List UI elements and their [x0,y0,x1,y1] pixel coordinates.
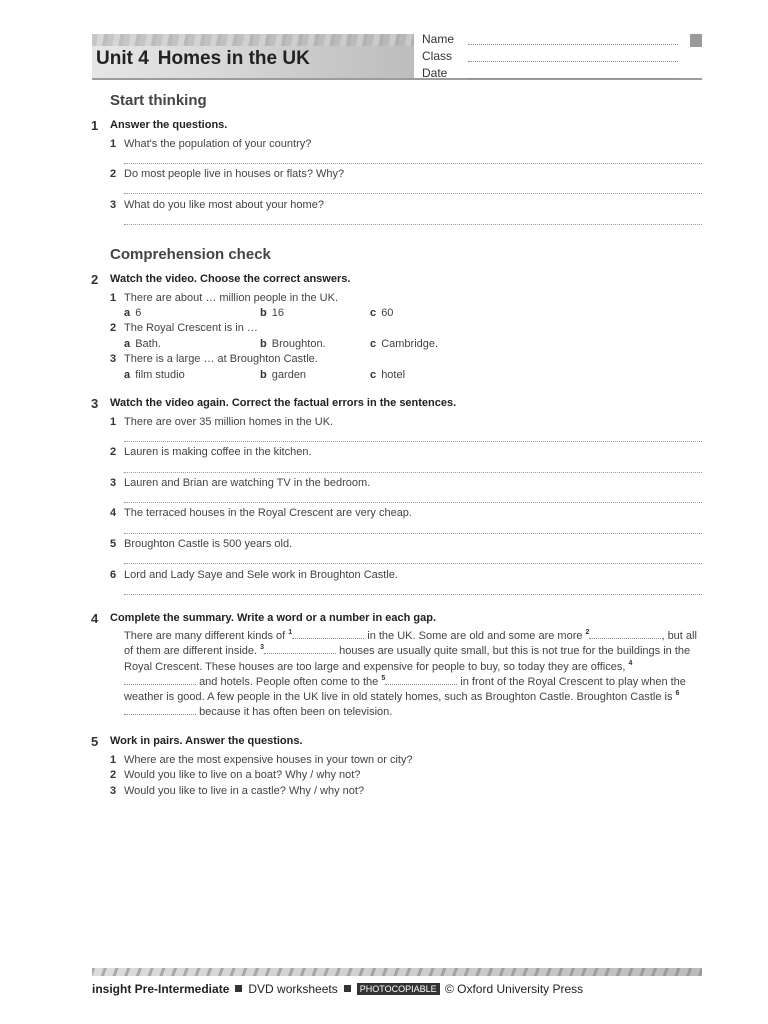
name-line[interactable] [468,44,678,45]
page-title [96,48,310,70]
answer-line[interactable] [124,563,702,564]
question-item: 3 Would you like to live in a castle? Why / why not? [110,785,365,797]
question-item: 3 Lauren and Brian are watching TV in the bedroom. [110,477,371,489]
footer-copyright: © Oxford University Press [444,982,584,996]
footer-series: DVD worksheets [248,982,338,996]
gap-number: 6 [675,690,680,698]
option-a[interactable]: a film studio [124,369,185,381]
question-item: 2 The Royal Crescent is in … [110,322,258,334]
question-item: 1 Where are the most expensive houses in your town or city? [110,754,413,766]
answer-line[interactable] [124,193,702,194]
photocopiable-badge: PHOTOCOPIABLE [357,983,440,995]
option-c[interactable]: c hotel [370,369,406,381]
question-item: 3 What do you like most about your home? [110,199,324,211]
option-c[interactable]: c Cambridge. [370,338,439,350]
gap-blank[interactable] [385,675,457,685]
question-item: 1 There are over 35 million homes in the UK. [110,416,334,428]
option-b[interactable]: b 16 [260,307,285,319]
question-item: 5 Broughton Castle is 500 years old. [110,538,293,550]
section-title-comprehension-check: Comprehension check [110,246,271,263]
answer-line[interactable] [124,441,702,442]
exercise-instruction: Complete the summary. Write a word or a number in each gap. [110,612,436,624]
question-item: 2 Would you like to live on a boat? Why / why not? [110,769,361,781]
square-bullet-icon [344,985,351,992]
date-line[interactable] [468,78,678,79]
gap-number: 1 [288,629,293,636]
exercise-instruction: Answer the questions. [110,119,228,131]
gap-blank[interactable] [124,705,196,715]
gap-blank[interactable] [292,629,364,639]
class-line[interactable] [468,61,678,62]
exercise-instruction: Watch the video. Choose the correct answers. [110,273,351,285]
footer [92,982,583,996]
question-item: 2 Do most people live in houses or flats? Why? [110,168,345,180]
answer-line[interactable] [124,533,702,534]
square-bullet-icon [235,985,242,992]
answer-line[interactable] [124,163,702,164]
exercise-instruction: Work in pairs. Answer the questions. [110,735,303,747]
gap-number: 5 [381,674,386,682]
class-field[interactable] [422,49,702,66]
answer-line[interactable] [124,224,702,225]
section-title-start-thinking: Start thinking [110,92,207,109]
gap-blank[interactable] [264,644,336,654]
question-item: 4 The terraced houses in the Royal Crescent are very cheap. [110,507,412,519]
footer-brand: insight Pre-Intermediate [92,982,230,996]
name-label: Name [422,32,455,46]
answer-line[interactable] [124,502,702,503]
exercise-instruction: Watch the video again. Correct the factual errors in the sentences. [110,397,457,409]
exercise-number: 5 [91,734,99,749]
unit-label: Unit 4 [96,48,149,69]
exercise-number: 2 [91,272,99,287]
footer-band-texture [92,968,702,976]
gap-number: 2 [585,629,590,636]
gap-blank[interactable] [124,675,196,685]
class-label: Class [422,49,453,63]
option-b[interactable]: b Broughton. [260,338,326,350]
question-item: 6 Lord and Lady Saye and Sele work in Broughton Castle. [110,569,398,581]
unit-title: Homes in the UK [157,48,310,69]
exercise-number: 1 [91,118,99,133]
option-c[interactable]: c 60 [370,307,394,319]
gap-number: 3 [260,644,265,652]
option-a[interactable]: a Bath. [124,338,161,350]
answer-line[interactable] [124,594,702,595]
question-item: 1 What's the population of your country? [110,138,312,150]
option-a[interactable]: a 6 [124,307,142,319]
question-item: 3 There is a large … at Broughton Castle. [110,353,318,365]
question-item: 2 Lauren is making coffee in the kitchen. [110,446,312,458]
name-field[interactable] [422,32,702,49]
question-item: 1 There are about … million people in the UK. [110,292,339,304]
exercise-number: 4 [91,611,99,626]
exercise-number: 3 [91,396,99,411]
answer-line[interactable] [124,472,702,473]
gap-number: 4 [628,659,633,667]
header-band-texture [92,34,414,46]
gap-blank[interactable] [589,629,661,639]
summary-paragraph: There are many different kinds of $^1$ in the UK. Some are old and some are more $^2$ , but all of them are different inside. $^3$ houses are usually quite small, but this is not true for the buildings in the Royal Crescent. These houses are too large and expensive for people to buy, so today they are offices, $^4$ and hotels. People often come to the $^5$ in front of the Royal Crescent to play when the weather is good. A few people in the UK live in old stately homes, such as Broughton Castle. Broughton Castle is $^6$ because it has often been on television. [124,629,697,719]
date-field[interactable] [422,66,702,83]
date-label: Date [422,66,448,80]
option-b[interactable]: b garden [260,369,307,381]
